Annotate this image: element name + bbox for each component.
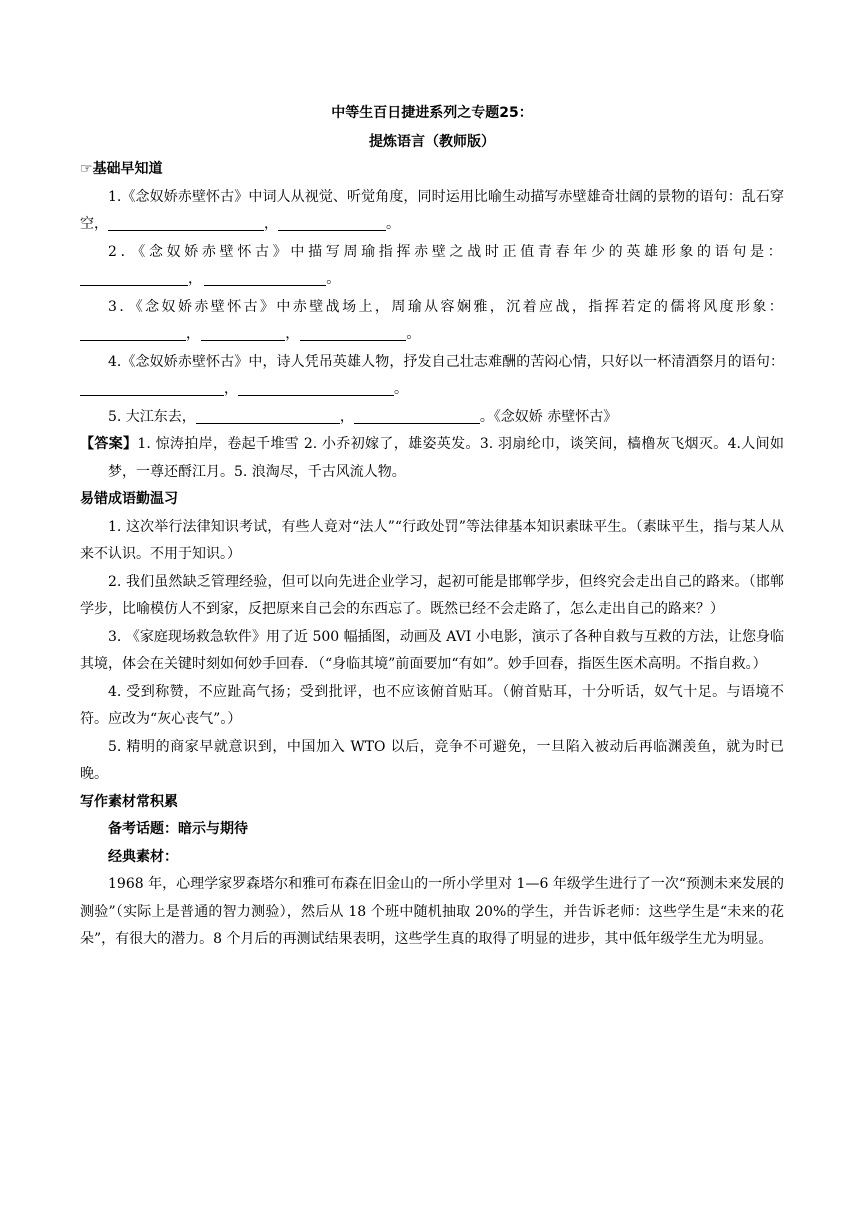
answer-blank bbox=[204, 269, 326, 286]
section-heading-idioms: 易错成语勤温习 bbox=[80, 491, 178, 507]
section-heading-basic bbox=[80, 156, 784, 184]
answer-blank bbox=[108, 214, 264, 231]
question-1 bbox=[80, 184, 784, 239]
classic-material-label: 经典素材： bbox=[108, 848, 178, 865]
document-title: 中等生百日捷进系列之专题25： bbox=[331, 105, 533, 121]
punctuation: ， bbox=[264, 216, 278, 232]
idiom-item-2: 2. 我们虽然缺乏管理经验，但可以向先进企业学习，起初可能是邯郸学步，但终究会走出自己的路来。（邯郸学步，比喻模仿人不到家，反把原来自己会的东西忘了。既然已经不会走路了，怎么走出自己的路来？） bbox=[80, 573, 784, 617]
question-1-text: 1.《念奴娇赤壁怀古》中词人从视觉、听觉角度，同时运用比喻生动描写赤壁雄奇壮阔的景物的语句：乱石穿空， bbox=[80, 188, 784, 232]
idiom-item-5: 5. 精明的商家早就意识到，中国加入 WTO 以后，竞争不可避免，一旦陷入被动后再临渊羡鱼，就为时已晚。 bbox=[80, 738, 784, 782]
question-4-text: 4.《念奴娇赤壁怀古》中，诗人凭吊英雄人物，抒发自己壮志难酬的苦闷心情，只好以一杯清酒祭月的语句： bbox=[108, 353, 784, 370]
section-heading-writing: 写作素材常积累 bbox=[80, 793, 178, 810]
question-2-text: 2．《念奴娇赤壁怀古》中描写周瑜指挥赤壁之战时正值青春年少的英雄形象的语句是： bbox=[108, 243, 784, 260]
answer-text: 1. 惊涛拍岸，卷起千堆雪 2. 小乔初嫁了，雄姿英发。3. 羽扇纶巾，谈笑间，樯橹灰飞烟灭。4.人间如梦，一尊还酹江月。5. 浪淘尽，千古风流人物。 bbox=[108, 436, 785, 480]
punctuation: ， bbox=[339, 408, 354, 425]
question-5-source: 《念奴娇 赤壁怀古》 bbox=[493, 408, 618, 425]
answer-blank bbox=[354, 407, 480, 424]
answer-block bbox=[80, 431, 784, 486]
punctuation: 。 bbox=[406, 326, 422, 342]
answer-blank bbox=[80, 379, 224, 396]
idiom-item-1: 1. 这次举行法律知识考试，有些人竟对“法人”“行政处罚”等法律基本知识素昧平生。（素昧平生，指与某人从来不认识。不用于知识。） bbox=[80, 518, 784, 562]
question-5-text: 5. 大江东去， bbox=[108, 408, 196, 425]
document-subtitle: 提炼语言（教师版） bbox=[369, 133, 495, 150]
answer-blank bbox=[278, 214, 386, 231]
idiom-item-4: 4. 受到称赞，不应趾高气扬；受到批评，也不应该俯首贴耳。（俯首贴耳，十分听话，奴气十足。与语境不符。应改为“灰心丧气”。） bbox=[80, 683, 784, 727]
punctuation: ， bbox=[188, 271, 205, 287]
idiom-item-3: 3. 《家庭现场救急软件》用了近 500 幅插图，动画及 AVI 小电影，演示了各种自救与互救的方法，让您身临其境，体会在关键时刻如何妙手回春．（“身临其境”前面要加“有如”。妙手回春，指医生医术高明。不指自救。） bbox=[80, 628, 784, 672]
answer-blank bbox=[196, 407, 340, 424]
answer-blank bbox=[80, 269, 188, 286]
question-3-text: 3．《念奴娇赤壁怀古》中赤壁战场上，周瑜从容娴雅，沉着应战，指挥若定的儒将风度形象： bbox=[108, 298, 784, 315]
question-5 bbox=[80, 404, 784, 432]
answer-blank bbox=[201, 324, 285, 341]
question-4 bbox=[80, 349, 784, 404]
answer-tag: 【答案】 bbox=[80, 436, 138, 452]
punctuation: 。 bbox=[479, 408, 494, 425]
section-heading-basic-text: 基础早知道 bbox=[92, 161, 163, 177]
punctuation: 。 bbox=[386, 216, 400, 232]
answer-blank bbox=[238, 379, 394, 396]
punctuation: 。 bbox=[326, 271, 343, 287]
writing-topic: 备考话题：暗示与期待 bbox=[108, 821, 248, 837]
punctuation: ， bbox=[224, 381, 238, 397]
punctuation: ， bbox=[186, 326, 202, 342]
punctuation: 。 bbox=[394, 381, 408, 397]
pointing-hand-icon: ☞ bbox=[80, 161, 93, 177]
punctuation: ， bbox=[285, 326, 301, 342]
writing-paragraph: 1968 年，心理学家罗森塔尔和雅可布森在旧金山的一所小学里对 1—6 年级学生进行了一次“预测未来发展的测验”（实际上是普通的智力测验），然后从 18 个班中随机抽取 20%的学生，并告诉老师：这些学生是“未来的花朵”，有很大的潜力。8 个月后的再测试结果表明，这些学生真的取得了明显的进步，其中低年级学生尤为明显。 bbox=[80, 876, 784, 947]
answer-blank bbox=[80, 324, 186, 341]
document-body bbox=[80, 100, 784, 954]
question-2 bbox=[80, 239, 784, 294]
answer-blank bbox=[300, 324, 406, 341]
question-3 bbox=[80, 294, 784, 349]
